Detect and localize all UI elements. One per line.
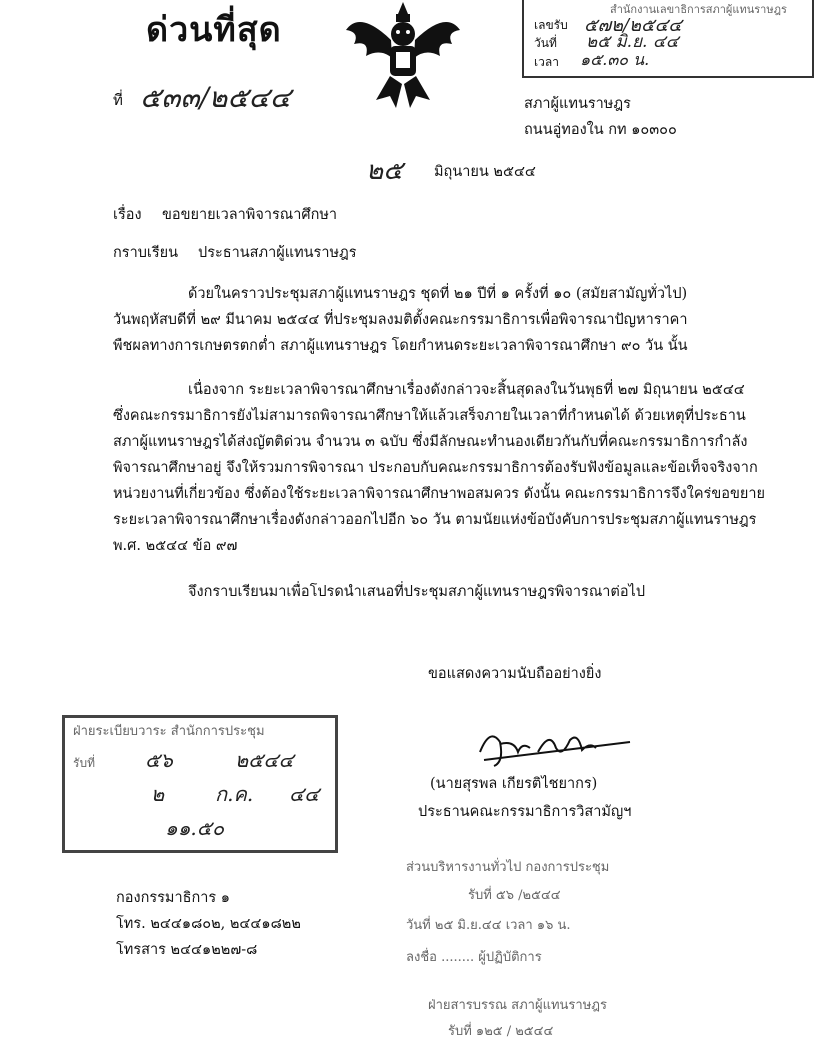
agenda-stamp-receive-year: ๒๕๔๔: [235, 748, 294, 772]
agenda-stamp-year: ๔๔: [289, 782, 320, 806]
sender-org: สภาผู้แทนราษฎร: [524, 96, 631, 112]
receive-stamp-number: ๕๗๒/๒๕๔๔: [584, 15, 682, 36]
signer-name: (นายสุรพล เกียรติไชยากร): [430, 776, 598, 792]
receive-stamp-time-label: เวลา: [534, 55, 559, 69]
paragraph-1-line-1: ด้วยในคราวประชุมสภาผู้แทนราษฎร ชุดที่ ๒๑ ปีที่ ๑ ครั้งที่ ๑๐ (สมัยสามัญทั่วไป): [188, 286, 688, 302]
date-day: ๒๕: [366, 156, 403, 186]
paragraph-2-line-4: พิจารณาศึกษาอยู่ จึงให้รวมการพิจารณา ประกอบกับคณะกรรมาธิการต้องรับฟังข้อมูลและข้อเท็จจริงจาก: [113, 460, 758, 476]
receive-stamp: [522, 0, 814, 78]
registry-stamp-line-2: รับที่ ๑๒๕ / ๒๕๔๔: [448, 1024, 554, 1039]
paragraph-2-line-7: พ.ศ. ๒๕๔๔ ข้อ ๙๗: [113, 538, 238, 554]
contact-fax: โทรสาร ๒๔๔๑๒๒๗-๘: [116, 942, 258, 958]
closing-regards: ขอแสดงความนับถืออย่างยิ่ง: [428, 666, 602, 682]
registry-stamp-line-1: ฝ่ายสารบรรณ สภาผู้แทนราษฎร: [428, 998, 607, 1013]
agenda-receive-stamp: [62, 715, 338, 853]
handwritten-signature: [470, 722, 640, 770]
admin-stamp-line-1: ส่วนบริหารงานทั่วไป กองการประชุม: [406, 860, 610, 875]
receive-stamp-date-label: วันที่: [534, 36, 557, 50]
paragraph-2-line-2: ซึ่งคณะกรรมาธิการยังไม่สามารถพิจารณาศึกษาให้แล้วเสร็จภายในเวลาที่กำหนดได้ ด้วยเหตุที่ประธาน: [113, 408, 746, 424]
urgency-heading: ด่วนที่สุด: [146, 10, 282, 50]
sender-address: ถนนอู่ทองใน กท ๑๐๓๐๐: [524, 122, 677, 138]
paragraph-2-line-3: สภาผู้แทนราษฎรได้ส่งญัตติด่วน จำนวน ๓ ฉบับ ซึ่งมีลักษณะทำนองเดียวกันกับที่คณะกรรมาธิการกำลัง: [113, 434, 748, 450]
contact-department: กองกรรมาธิการ ๑: [116, 890, 230, 906]
admin-stamp-line-3: วันที่ ๒๕ มิ.ย.๔๔ เวลา ๑๖ น.: [406, 918, 571, 933]
agenda-stamp-month: ก.ค.: [215, 782, 254, 806]
ref-prefix: ที่: [113, 91, 123, 109]
garuda-emblem-icon: [340, 0, 466, 112]
salutation-label: กราบเรียน: [113, 245, 179, 261]
paragraph-2-line-1: เนื่องจาก ระยะเวลาพิจารณาศึกษาเรื่องดังกล่าวจะสิ้นสุดลงในวันพุธที่ ๒๗ มิถุนายน ๒๕๔๔: [188, 382, 745, 398]
subject-text: ขอขยายเวลาพิจารณาศึกษา: [162, 207, 338, 223]
admin-stamp-line-4: ลงชื่อ ........ ผู้ปฏิบัติการ: [406, 950, 542, 965]
contact-phone: โทร. ๒๔๔๑๘๐๒, ๒๔๔๑๘๒๒: [116, 916, 301, 932]
agenda-stamp-date: ๒: [151, 782, 165, 806]
receive-stamp-date: ๒๕ มิ.ย. ๔๔: [586, 32, 679, 52]
paragraph-2-line-6: ระยะเวลาพิจารณาศึกษาเรื่องดังกล่าวออกไปอีก ๖๐ วัน ตามนัยแห่งข้อบังคับการประชุมสภาผู้แทนราษฎร: [113, 512, 757, 528]
paragraph-3-line-1: จึงกราบเรียนมาเพื่อโปรดนำเสนอที่ประชุมสภาผู้แทนราษฎรพิจารณาต่อไป: [188, 584, 646, 600]
receive-stamp-time: ๑๕.๓๐ น.: [580, 50, 650, 69]
ref-number: ๕๓๓/๒๕๔๔: [140, 81, 291, 114]
agenda-stamp-receive-number: ๕๖: [145, 748, 173, 772]
date-month-year: มิถุนายน ๒๕๔๔: [434, 164, 536, 180]
admin-stamp-line-2: รับที่ ๕๖ /๒๕๔๔: [468, 888, 561, 903]
agenda-stamp-receive-label: รับที่: [73, 756, 95, 770]
receive-stamp-number-label: เลขรับ: [534, 18, 568, 32]
salutation-text: ประธานสภาผู้แทนราษฎร: [198, 245, 357, 261]
agenda-stamp-title: ฝ่ายระเบียบวาระ สำนักการประชุม: [73, 724, 265, 739]
paragraph-1-line-2: วันพฤหัสบดีที่ ๒๙ มีนาคม ๒๕๔๔ ที่ประชุมลงมติตั้งคณะกรรมาธิการเพื่อพิจารณาปัญหาราคา: [113, 312, 688, 328]
receive-stamp-org: สำนักงานเลขาธิการสภาผู้แทนราษฎร: [610, 3, 787, 16]
subject-label: เรื่อง: [113, 207, 142, 223]
paragraph-1-line-3: พืชผลทางการเกษตรตกต่ำ สภาผู้แทนราษฎร โดยกำหนดระยะเวลาพิจารณาศึกษา ๙๐ วัน นั้น: [113, 338, 688, 354]
agenda-stamp-time: ๑๑.๕๐: [165, 816, 225, 840]
paragraph-2-line-5: หน่วยงานที่เกี่ยวข้อง ซึ่งต้องใช้ระยะเวลาพิจารณาศึกษาพอสมควร ดังนั้น คณะกรรมาธิการจึงใคร่ขอขยาย: [113, 486, 765, 502]
signer-title: ประธานคณะกรรมาธิการวิสามัญฯ: [418, 804, 632, 820]
